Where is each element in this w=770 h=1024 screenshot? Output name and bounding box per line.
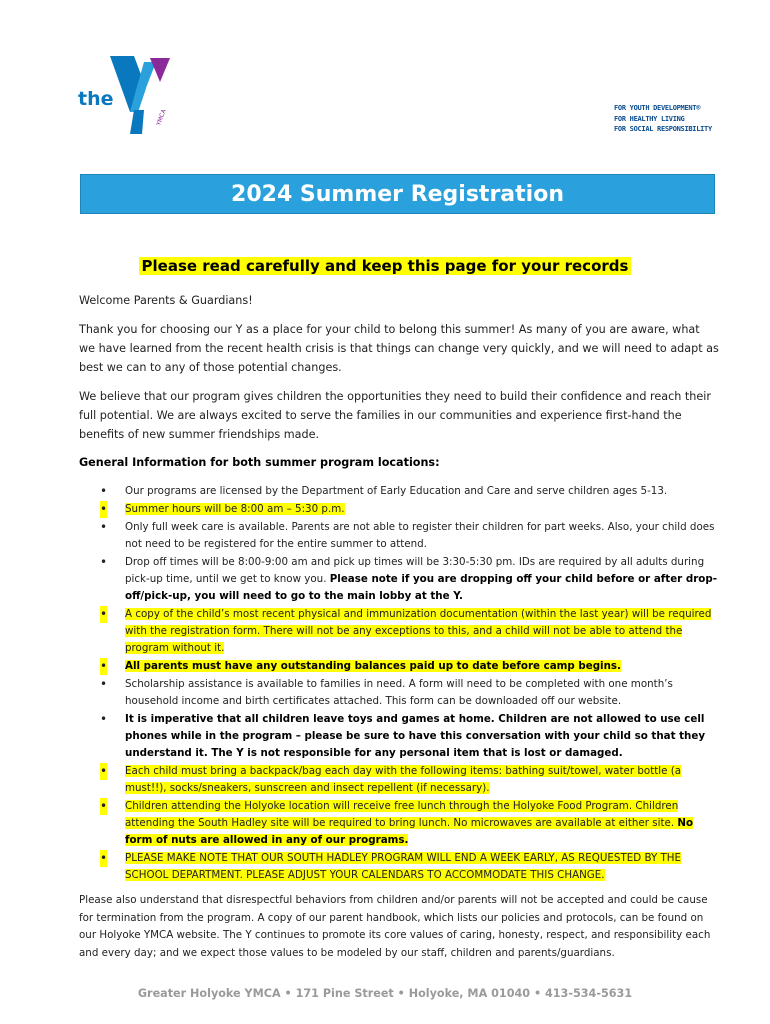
item-bold-text: Please note if you are dropping off your child before or after drop-off/pick-up, you will need to go to the main lobby at the Y.	[125, 573, 718, 602]
ymca-y-logo-icon	[104, 54, 174, 134]
bullet-icon: •	[100, 520, 108, 534]
page-title: 2024 Summer Registration	[231, 181, 564, 207]
item-bold-text: No form of nuts are allowed in any of our programs.	[125, 817, 694, 846]
list-item	[79, 554, 719, 605]
item-text: PLEASE MAKE NOTE THAT OUR SOUTH HADLEY PROGRAM WILL END A WEEK EARLY, AS REQUESTED BY THE SCHOOL DEPARTMENT. PLEASE ADJUST YOUR CALENDARS TO ACCOMMODATE THIS CHANGE.	[125, 852, 682, 881]
item-text: Summer hours will be 8:00 am – 5:30 p.m.	[125, 503, 345, 515]
bullet-icon: •	[100, 484, 108, 498]
page-footer: Greater Holyoke YMCA • 171 Pine Street • Holyoke, MA 01040 • 413-534-5631	[137, 987, 633, 1000]
item-text: Our programs are licensed by the Department of Early Education and Care and serve children ages 5-13.	[125, 485, 668, 497]
logo-ymca-text: YMCA	[155, 108, 168, 127]
tagline-line-1: FOR YOUTH DEVELOPMENT®	[614, 104, 701, 112]
info-list	[79, 483, 719, 885]
bullet-icon: •	[100, 799, 108, 813]
list-item	[79, 483, 719, 500]
item-text: Each child must bring a backpack/bag each day with the following items: bathing suit/towel, water bottle (a must!!), socks/sneakers, sunscreen and insect repellent (if necessary).	[125, 765, 682, 794]
logo-the-text: the	[78, 88, 114, 110]
list-item	[79, 798, 719, 849]
bullet-icon: •	[100, 607, 108, 621]
tagline-line-2: FOR HEALTHY LIVING	[614, 114, 685, 123]
bullet-icon: •	[100, 555, 108, 569]
item-text: It is imperative that all children leave toys and games at home. Children are not allowed to use cell phones while in the program – please be sure to have this conversation with your child so that they understand it. The Y is not responsible for any personal item that is lost or damaged.	[125, 713, 706, 759]
list-item	[79, 501, 719, 518]
item-text: All parents must have any outstanding balances paid up to date before camp begins.	[125, 660, 621, 672]
subhead-text: Please read carefully and keep this page for your records	[139, 257, 632, 275]
item-text: Children attending the Holyoke location will receive free lunch through the Holyoke Food Program. Children attending the South Hadley site will be required to bring lunch. No microwaves are available at either site.	[125, 800, 679, 829]
ymca-logo	[78, 54, 178, 136]
list-item	[79, 850, 719, 884]
mission-paragraph: We believe that our program gives children the opportunities they need to build their confidence and reach their full potential. We are always excited to serve the families in our communities and experience first-hand the benefits of new summer friendships made.	[79, 390, 711, 441]
subhead	[0, 256, 770, 275]
bullet-icon: •	[100, 764, 108, 778]
list-item	[79, 711, 719, 762]
closing-paragraph: Please also understand that disrespectful behaviors from children and/or parents will not be accepted and could be cause for termination from the program. A copy of our parent handbook, which lists our policies and protocols, can be found on our Holyoke YMCA website. The Y continues to promote its core values of caring, honesty, respect, and responsibility each and every day; and we expect those values to be modeled by our staff, children and parents/guardians.	[79, 894, 711, 959]
intro-paragraph: Thank you for choosing our Y as a place for your child to belong this summer! As many of you are aware, what we have learned from the recent health crisis is that things can change very quickly, and we will need to adapt as best we can to any of those potential changes.	[79, 323, 719, 374]
item-text: A copy of the child’s most recent physical and immunization documentation (within the last year) will be required with the registration form. There will not be any exceptions to this, and a child will not be able to attend the program without it.	[125, 608, 712, 654]
greeting: Welcome Parents & Guardians!	[79, 294, 253, 307]
item-text: Only full week care is available. Parents are not able to register their children for part weeks. Also, your child does not need to be registered for the entire summer to attend.	[125, 521, 715, 550]
tagline	[614, 103, 712, 135]
item-text: Scholarship assistance is available to families in need. A form will need to be completed with one month’s household income and birth certificates attached. This form can be downloaded off our website.	[125, 678, 673, 707]
general-info-heading: General Information for both summer program locations:	[79, 456, 440, 469]
list-item	[79, 519, 719, 553]
bullet-icon: •	[100, 502, 108, 516]
bullet-icon: •	[100, 851, 108, 865]
item-text: Drop off times will be 8:00-9:00 am and pick up times will be 3:30-5:30 pm. IDs are required by all adults during pick-up time, until we get to know you.	[125, 556, 705, 585]
list-item	[79, 606, 719, 657]
list-item	[79, 763, 719, 797]
tagline-line-3: FOR SOCIAL RESPONSIBILITY	[614, 125, 712, 133]
bullet-icon: •	[100, 677, 108, 691]
bullet-icon: •	[100, 712, 108, 726]
list-item	[79, 658, 719, 675]
title-banner	[80, 174, 715, 214]
bullet-icon: •	[100, 659, 108, 673]
list-item	[79, 676, 719, 710]
